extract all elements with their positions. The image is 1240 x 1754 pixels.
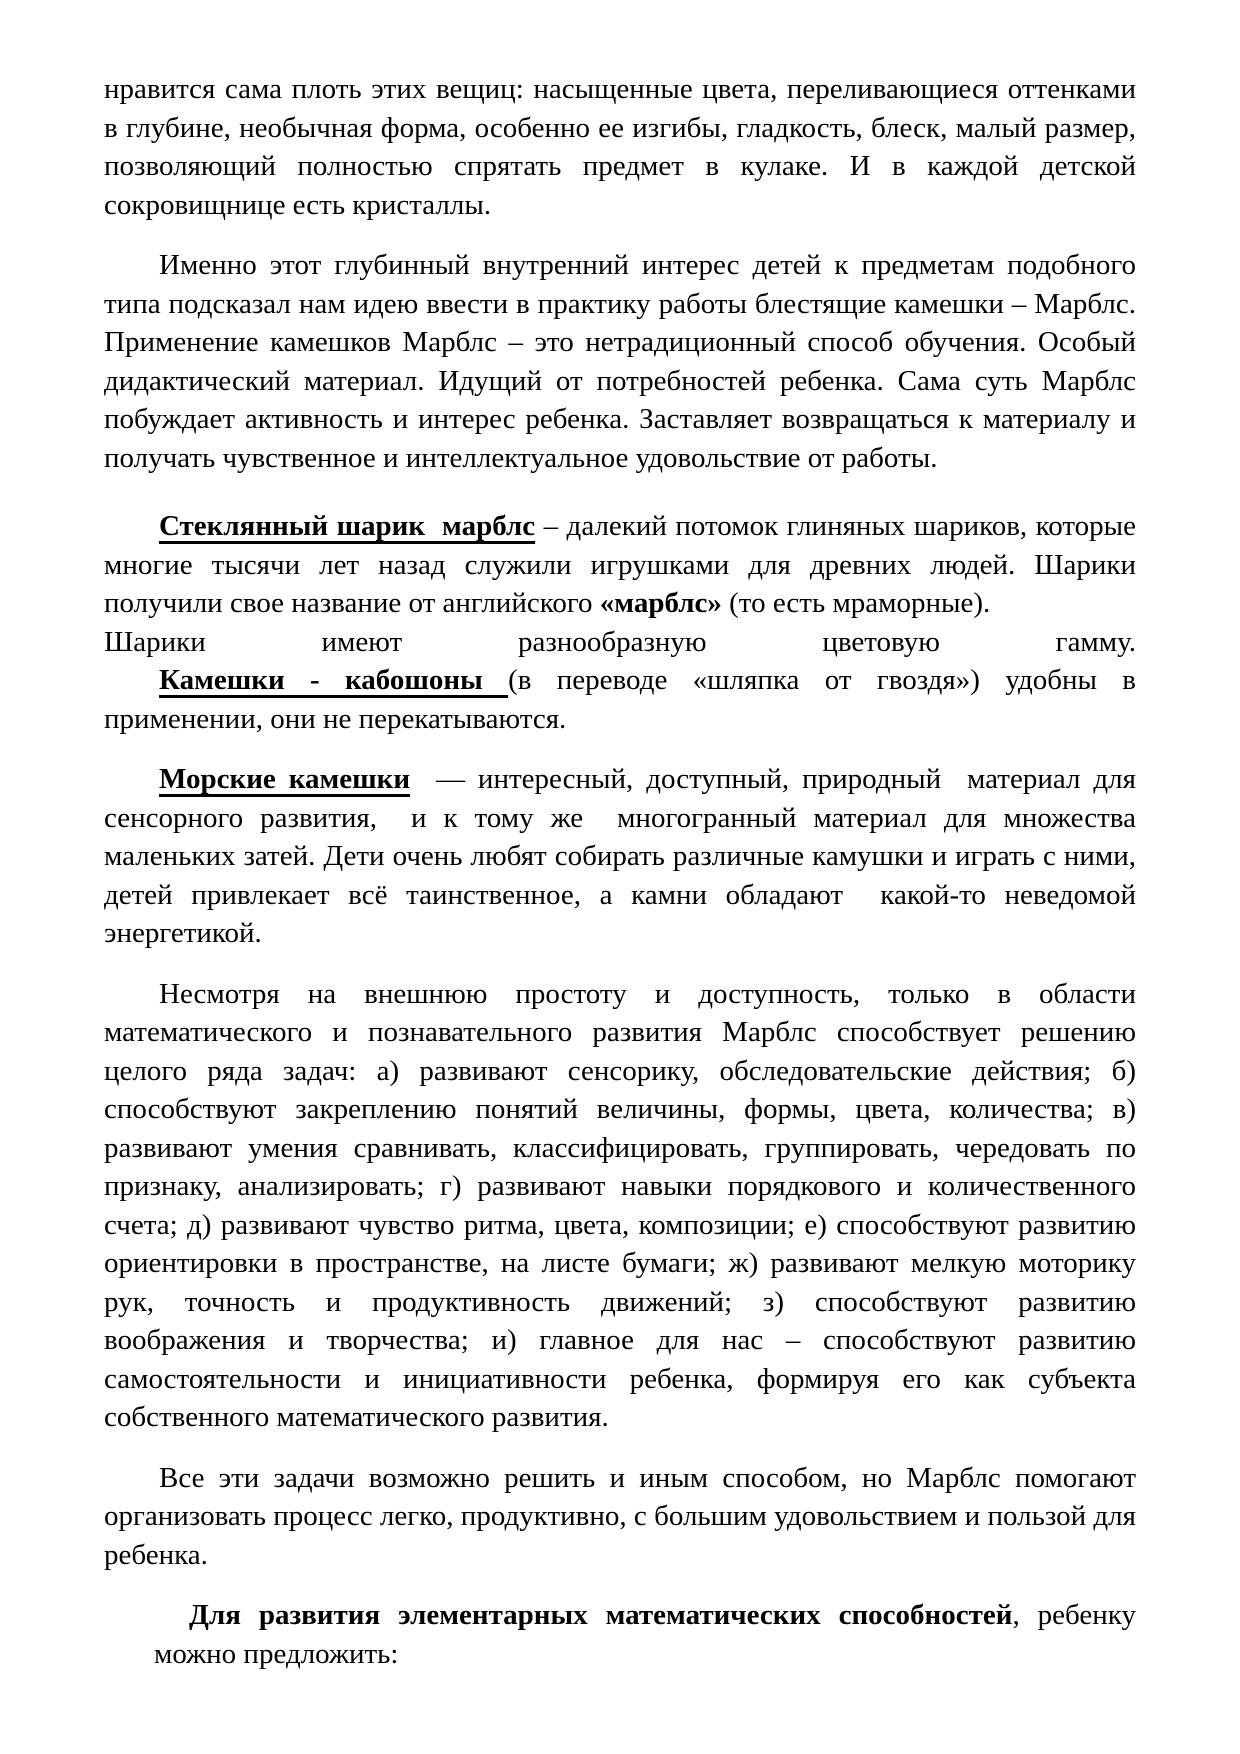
text-run: (то есть мраморные).	[721, 587, 991, 619]
document-body	[104, 70, 1136, 1673]
para-color-range-line	[104, 623, 1136, 662]
para-math-abilities-intro	[104, 1596, 1136, 1673]
text-run: нравится сама плоть этих вещиц: насыщенные цвета, переливающиеся оттенками в глубине, необычная форма, особенно ее изгибы, гладкость, блеск, малый размер, позволяющий полностью спрятать предмет в кулаке. И в каждой детской сокровищнице есть кристаллы.	[104, 73, 1136, 221]
bold-math-abilities: Для развития элементарных математических способностей	[189, 1599, 1013, 1631]
text-run: , ребенку можно предложить:	[154, 1599, 1136, 1670]
para-task-list	[104, 975, 1136, 1437]
text-run: (в переводе «шляпка от гвоздя») удобны в применении, они не перекатываются.	[104, 664, 1136, 735]
para-other-ways	[104, 1459, 1136, 1575]
text-run: Именно этот глубинный внутренний интерес детей к предметам подобного типа подсказал нам идею ввести в практику работы блестящие камешки – Марблс. Применение камешков Марблс – это нетрадиционный способ обучения. Особый дидактический материал. Идущий от потребностей ребенка. Сама суть Марблс побуждает активность и интерес ребенка. Заставляет возвращаться к материалу и получать чувственное и интеллектуальное удовольствие от работы.	[104, 249, 1136, 474]
heading-sea-stones: Морские камешки	[159, 763, 411, 795]
text-run: Несмотря на внешнюю простоту и доступность, только в области математического и познавательного развития Марблс способствует решению целого ряда задач: а) развивают сенсорику, обследовательские действия; б) способствуют закреплению понятий величины, формы, цвета, количества; в) развивают умения сравнивать, классифицировать, группировать, чередовать по признаку, анализировать; г) развивают навыки порядкового и количественного счета; д) развивают чувство ритма, цвета, композиции; е) способствуют развитию ориентировки в пространстве, на листе бумаги; ж) развивают мелкую моторику рук, точность и продуктивность движений; з) способствуют развитию воображения и творчества; и) главное для нас – способствуют развитию самостоятельности и инициативности ребенка, формируя его как субъекта собственного математического развития.	[104, 977, 1136, 1433]
text-run: Шарики имеют разнообразную цветовую гамму.	[104, 625, 1136, 658]
para-intro-continuation	[104, 70, 1136, 224]
text-run: — интересный, доступный, природный материал для сенсорного развития, и к тому же многогранный материал для множества маленьких затей. Дети очень любят собирать различные камушки и играть с ними, детей привлекает всё таинственное, а камни обладают какой-то неведомой энергетикой.	[104, 763, 1136, 949]
heading-cabochon-stones: Камешки - кабошоны	[159, 664, 509, 696]
text-run: – далекий потомок глиняных шариков, которые многие тысячи лет назад служили игрушками для древних людей. Шарики получили свое название от английского	[104, 510, 1137, 619]
para-cabochon-stones	[104, 661, 1136, 738]
heading-glass-marble: Стеклянный шарик марблс	[159, 510, 536, 542]
para-glass-marble-definition	[104, 507, 1136, 623]
term-marbles-english: «марблс»	[599, 587, 722, 619]
para-sea-stones	[104, 760, 1136, 953]
para-marbles-idea	[104, 246, 1136, 477]
text-run: Все эти задачи возможно решить и иным способом, но Марблс помогают организовать процесс легко, продуктивно, с большим удовольствием и пользой для ребенка.	[104, 1461, 1136, 1571]
